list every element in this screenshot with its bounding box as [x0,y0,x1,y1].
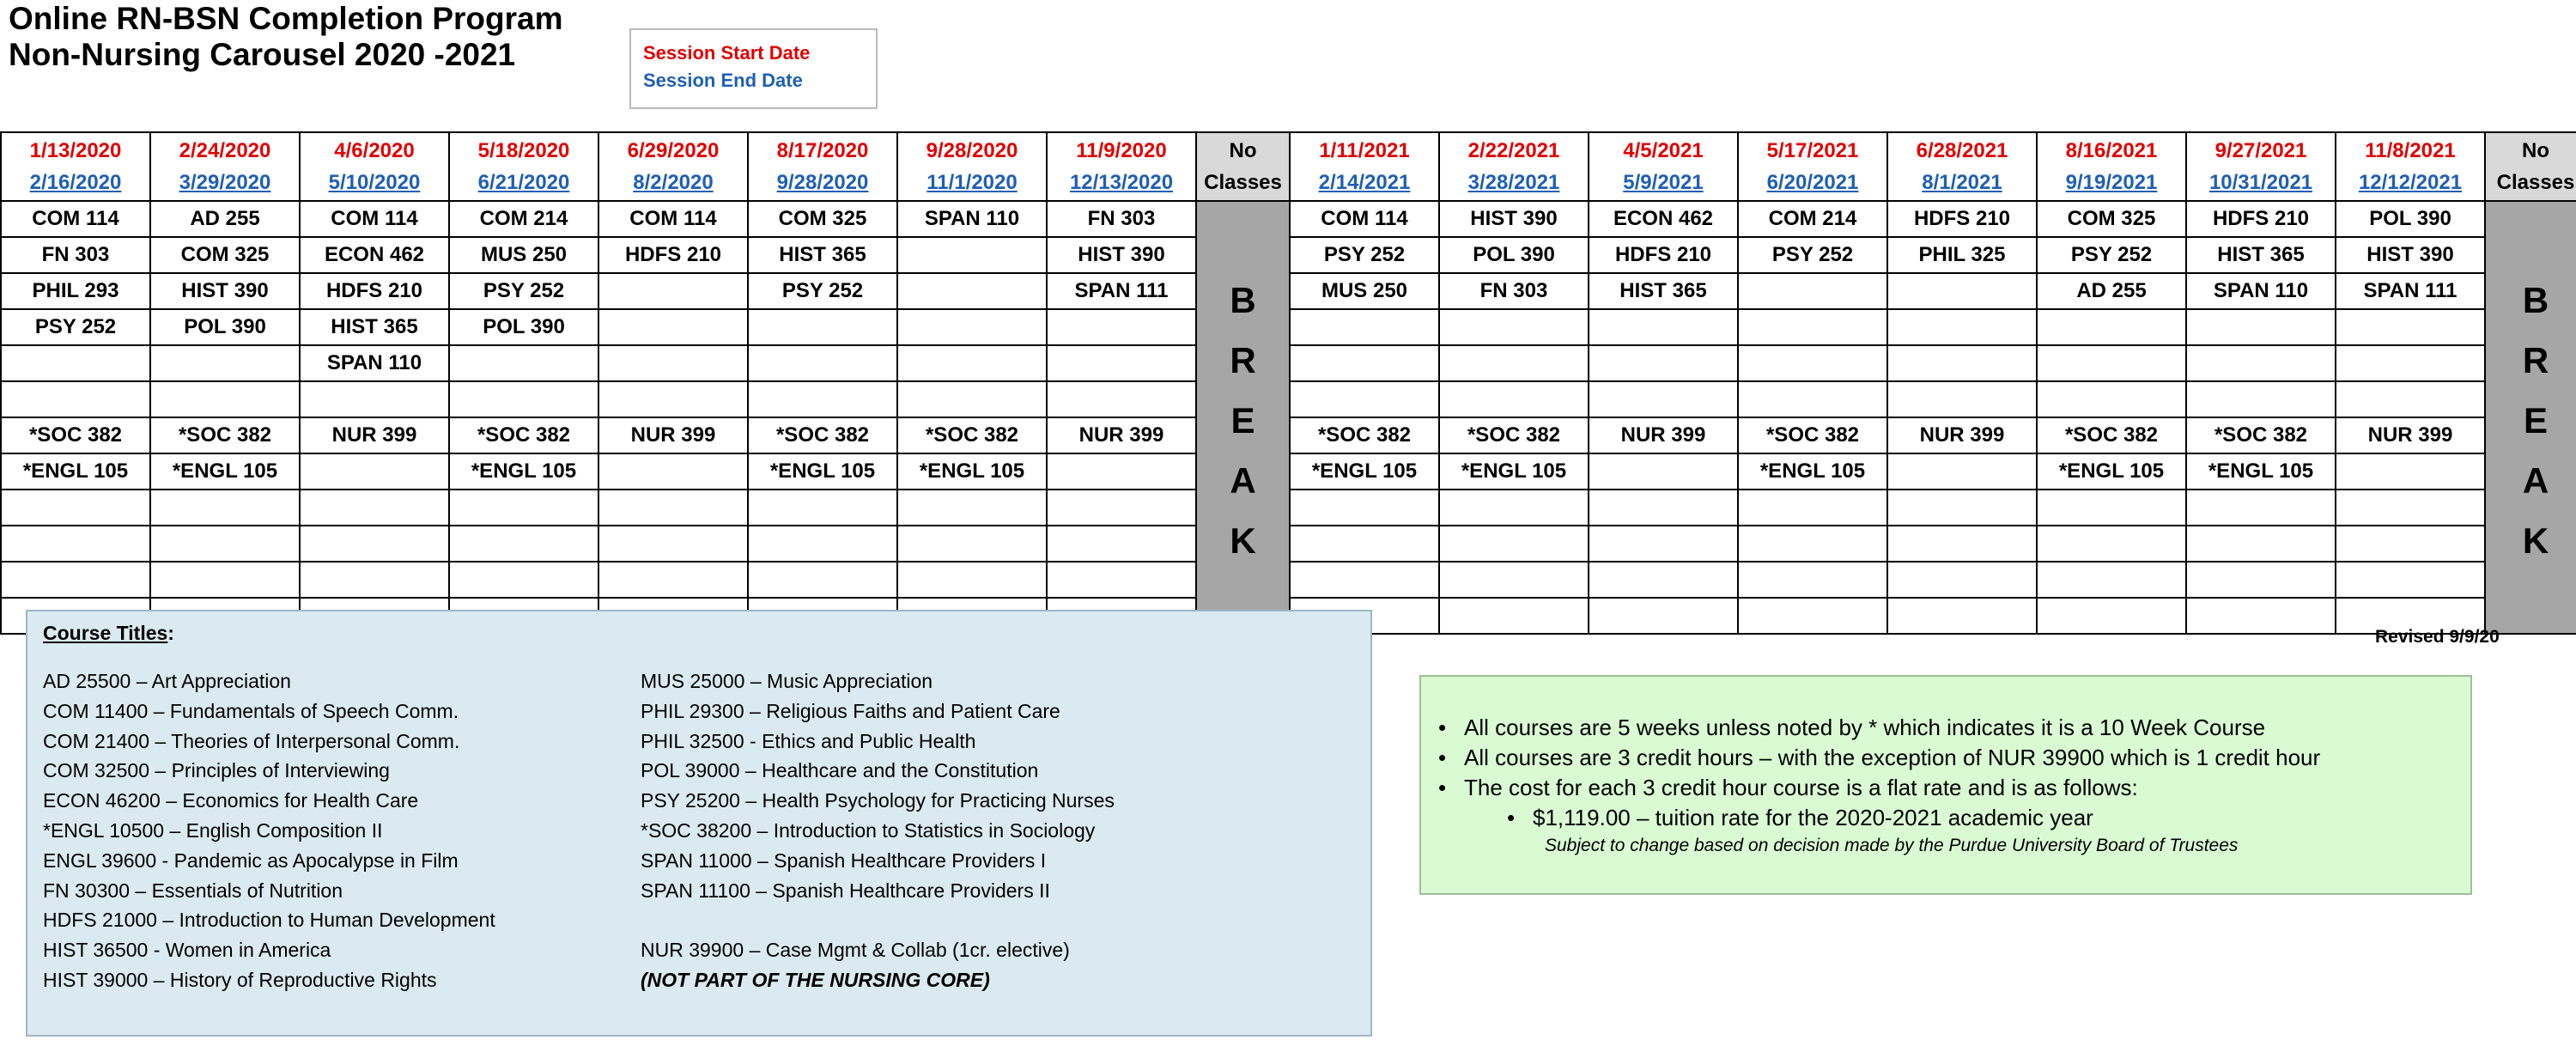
course-cell [598,345,748,381]
course-cell: SPAN 110 [300,345,449,381]
course-cell [1887,345,2037,381]
course-cell [2186,345,2336,381]
session-header [748,132,897,201]
session-header [1047,132,1196,201]
session-start-date: 5/17/2021 [1766,139,1859,162]
course-title: ECON 46200 – Economics for Health Care [43,789,419,812]
course-cell: FN 303 [1047,201,1196,237]
break-letter: K [1230,520,1256,561]
session-end-date: 8/2/2020 [633,171,714,194]
course-cell: *ENGL 105 [150,453,300,490]
course-cell [300,526,449,562]
break-letter: B [1230,280,1256,320]
course-cell [598,309,748,345]
course-cell: *ENGL 105 [449,453,598,490]
course-cell: SPAN 110 [897,201,1047,237]
course-title: COM 11400 – Fundamentals of Speech Comm. [43,699,459,722]
course-cell [1589,598,1738,634]
course-cell [1,562,150,598]
legend-start-date: Session Start Date [643,42,811,64]
session-header [1887,132,2037,201]
course-title: PHIL 29300 – Religious Faiths and Patient Care [641,699,1060,722]
session-header [1589,132,1738,201]
course-cell [2336,562,2485,598]
course-cell [1439,309,1589,345]
course-cell: NUR 399 [1887,417,2037,453]
course-cell [1047,381,1196,417]
course-cell [2336,526,2485,562]
spacer [641,905,1115,935]
course-cell [150,562,300,598]
course-cell [2037,309,2186,345]
course-cell [1,381,150,417]
session-start-date: 1/13/2020 [29,139,122,162]
course-cell [1738,345,1887,381]
course-cell [2037,526,2186,562]
course-cell [1290,562,1439,598]
course-cell [1887,273,2037,309]
course-title: SPAN 11000 – Spanish Healthcare Providers I [641,848,1047,872]
course-title: ENGL 39600 - Pandemic as Apocalypse in Film [43,848,459,872]
course-cell: *SOC 382 [150,417,300,453]
session-header [1290,132,1439,201]
course-title: HDFS 21000 – Introduction to Human Development [43,909,495,932]
course-cell: COM 214 [1738,201,1887,237]
break-letter: A [2522,460,2549,501]
course-title: FN 30300 – Essentials of Nutrition [43,879,343,902]
course-cell: HIST 390 [1439,201,1589,237]
note-disclaimer: Subject to change based on decision made by the Purdue University Board of Trustees [1545,836,2239,855]
session-end-date: 6/20/2021 [1766,171,1859,194]
course-cell [748,562,897,598]
course-cell [1887,309,2037,345]
course-cell: NUR 399 [1047,417,1196,453]
session-start-date: 1/11/2021 [1319,139,1410,162]
session-header [150,132,300,201]
course-cell [897,490,1047,526]
course-cell [1589,526,1738,562]
session-end-date: 10/31/2021 [2208,171,2313,194]
course-title: PHIL 32500 - Ethics and Public Health [641,729,976,752]
course-cell: HIST 365 [2186,237,2336,273]
break-letter: A [1230,460,1256,501]
course-cell [449,381,598,417]
no-classes-header: No Classes [2485,132,2576,201]
break-letter: E [1230,400,1255,441]
course-cell: *SOC 382 [2186,417,2336,453]
course-cell [598,490,748,526]
course-title: COM 32500 – Principles of Interviewing [43,759,390,782]
course-titles-column-1 [43,666,495,995]
course-cell: PSY 252 [449,273,598,309]
session-start-date: 6/28/2021 [1916,139,2008,162]
course-titles-heading: Course Titles: [43,622,174,644]
course-cell [748,345,897,381]
course-cell: *SOC 382 [2037,417,2186,453]
course-cell: POL 390 [2336,201,2485,237]
course-cell [748,309,897,345]
course-cell [1887,526,2037,562]
course-cell: *ENGL 105 [897,453,1047,490]
course-cell [1290,309,1439,345]
course-cell: *SOC 382 [449,417,598,453]
session-start-date: 8/16/2021 [2065,139,2158,162]
course-cell [1439,562,1589,598]
break-letter: E [2523,400,2548,441]
course-cell [1047,309,1196,345]
course-cell [2186,598,2336,634]
course-cell: HIST 390 [1047,237,1196,273]
break-letter: R [1230,340,1256,380]
session-end-date: 12/12/2021 [2358,171,2463,194]
course-cell [1047,453,1196,490]
course-cell [1887,598,2037,634]
session-header [2186,132,2336,201]
course-cell [449,526,598,562]
course-cell [1439,526,1589,562]
course-cell [1589,453,1738,490]
course-cell: *ENGL 105 [1290,453,1439,490]
course-titles-panel [26,610,1372,1037]
session-end-date: 6/21/2020 [477,171,570,194]
course-cell: POL 390 [1439,237,1589,273]
course-cell: HIST 365 [748,237,897,273]
course-cell [300,453,449,490]
course-cell: PSY 252 [1738,237,1887,273]
course-cell [1439,490,1589,526]
course-title: SPAN 11100 – Spanish Healthcare Providers II [641,879,1050,902]
course-cell: NUR 399 [300,417,449,453]
session-header [1,132,150,201]
course-cell: *SOC 382 [897,417,1047,453]
course-cell [1738,309,1887,345]
revised-date: Revised 9/9/20 [2375,627,2500,647]
course-cell [1290,381,1439,417]
course-cell: PHIL 293 [1,273,150,309]
session-start-date: 4/5/2021 [1623,139,1704,162]
note-tuition: • $1,119.00 – tuition rate for the 2020-2021 academic year [1438,803,2320,833]
course-cell: FN 303 [1,237,150,273]
course-cell [1887,381,2037,417]
course-cell: *ENGL 105 [1439,453,1589,490]
course-cell: COM 325 [150,237,300,273]
course-cell [2186,309,2336,345]
course-cell [1738,598,1887,634]
course-cell [897,309,1047,345]
course-cell [1887,453,2037,490]
session-header [897,132,1047,201]
course-cell [598,273,748,309]
course-cell: FN 303 [1439,273,1589,309]
course-cell: HIST 390 [2336,237,2485,273]
course-cell [748,490,897,526]
course-cell [1,490,150,526]
course-cell [2186,490,2336,526]
course-cell [1290,526,1439,562]
break-column [2485,201,2576,634]
course-cell: PSY 252 [748,273,897,309]
course-cell [2037,562,2186,598]
course-cell: POL 390 [150,309,300,345]
course-cell: PHIL 325 [1887,237,2037,273]
course-cell: *ENGL 105 [748,453,897,490]
course-title: HIST 39000 – History of Reproductive Rights [43,968,437,991]
course-cell: HDFS 210 [598,237,748,273]
course-cell [748,381,897,417]
course-cell: HIST 365 [300,309,449,345]
note-cost: • The cost for each 3 credit hour course is a flat rate and is as follows: [1438,773,2320,803]
course-cell [2186,562,2336,598]
session-end-date: 3/29/2020 [179,171,271,194]
course-cell [1290,490,1439,526]
course-notes-panel [1419,675,2472,895]
course-cell [1589,562,1738,598]
course-cell: NUR 399 [2336,417,2485,453]
course-cell [897,562,1047,598]
note-credit-hours: • All courses are 3 credit hours – with the exception of NUR 39900 which is 1 credit hour [1438,743,2320,773]
course-cell [1738,490,1887,526]
session-start-date: 9/28/2020 [926,139,1018,162]
course-cell [598,562,748,598]
legend-end-date: Session End Date [643,70,803,91]
course-cell: COM 214 [449,201,598,237]
course-cell: HDFS 210 [300,273,449,309]
course-cell: COM 114 [598,201,748,237]
session-end-date: 2/16/2020 [29,171,122,194]
course-cell: HIST 390 [150,273,300,309]
course-title: PSY 25200 – Health Psychology for Practicing Nurses [641,789,1115,812]
session-end-date: 8/1/2021 [1922,171,2002,194]
course-cell [449,490,598,526]
course-cell: SPAN 110 [2186,273,2336,309]
session-end-date: 5/10/2020 [328,171,421,194]
course-cell: PSY 252 [1,309,150,345]
course-cell [2336,345,2485,381]
course-cell: PSY 252 [2037,237,2186,273]
course-cell: COM 325 [2037,201,2186,237]
course-cell [1047,526,1196,562]
session-end-date: 9/19/2021 [2065,171,2158,194]
course-cell: COM 114 [300,201,449,237]
course-cell [1589,490,1738,526]
session-header [2336,132,2485,201]
course-cell [2037,490,2186,526]
course-title: COM 21400 – Theories of Interpersonal Comm. [43,729,460,752]
course-cell [300,562,449,598]
course-cell [150,381,300,417]
session-header [1738,132,1887,201]
course-cell [2336,381,2485,417]
course-cell [2336,453,2485,490]
course-titles-column-2 [641,666,1115,995]
course-cell [1738,526,1887,562]
course-cell: ECON 462 [1589,201,1738,237]
course-cell [300,490,449,526]
course-cell: *ENGL 105 [2186,453,2336,490]
break-letter: K [2522,520,2549,561]
course-cell: NUR 399 [598,417,748,453]
course-title: AD 25500 – Art Appreciation [43,670,291,692]
session-end-date: 12/13/2020 [1069,171,1174,194]
course-cell [1738,562,1887,598]
note-duration: • All courses are 5 weeks unless noted by * which indicates it is a 10 Week Course [1438,713,2320,743]
course-cell [897,381,1047,417]
course-cell [1,345,150,381]
course-title: HIST 36500 - Women in America [43,939,331,962]
course-cell [2186,526,2336,562]
course-cell: *ENGL 105 [1738,453,1887,490]
no-classes-header: No Classes [1196,132,1290,201]
course-title-nur: NUR 39900 – Case Mgmt & Collab (1cr. elective) [641,939,1070,962]
session-start-date: 6/29/2020 [627,139,720,162]
course-cell: COM 114 [1,201,150,237]
course-cell: AD 255 [2037,273,2186,309]
session-header [1439,132,1589,201]
course-cell [1589,381,1738,417]
course-cell [1047,490,1196,526]
course-schedule-table [0,131,2576,635]
break-letter: R [2522,340,2549,380]
session-end-date: 11/1/2020 [927,171,1018,194]
session-start-date: 2/22/2021 [1467,139,1560,162]
course-cell: *SOC 382 [1439,417,1589,453]
session-end-date: 9/28/2020 [776,171,869,194]
course-cell [2037,381,2186,417]
page-title: Online RN-BSN Completion Program [9,1,563,36]
course-title: POL 39000 – Healthcare and the Constitution [641,759,1039,782]
course-cell: *ENGL 105 [1,453,150,490]
course-cell [598,453,748,490]
course-cell: SPAN 111 [2336,273,2485,309]
session-start-date: 5/18/2020 [477,139,570,162]
session-end-date: 3/28/2021 [1467,171,1560,194]
course-cell [598,381,748,417]
course-cell [1439,598,1589,634]
course-cell [598,526,748,562]
course-cell: NUR 399 [1589,417,1738,453]
course-cell [300,381,449,417]
course-cell [2186,381,2336,417]
course-title: *ENGL 10500 – English Composition II [43,818,383,842]
session-header [598,132,748,201]
course-cell [1439,345,1589,381]
course-cell [150,490,300,526]
course-cell: HIST 365 [1589,273,1738,309]
session-start-date: 9/27/2021 [2215,139,2307,162]
course-title: MUS 25000 – Music Appreciation [641,670,933,692]
course-cell [1439,381,1589,417]
course-cell [449,562,598,598]
course-cell [150,526,300,562]
course-title: *SOC 38200 – Introduction to Statistics in Sociology [641,818,1096,842]
session-header [449,132,598,201]
course-cell: POL 390 [449,309,598,345]
course-cell: MUS 250 [1290,273,1439,309]
course-cell [2037,345,2186,381]
course-cell: *SOC 382 [1290,417,1439,453]
course-cell: AD 255 [150,201,300,237]
course-cell: COM 325 [748,201,897,237]
course-cell: ECON 462 [300,237,449,273]
course-cell [897,273,1047,309]
break-column [1196,201,1290,634]
course-cell: PSY 252 [1290,237,1439,273]
break-letter: B [2522,280,2549,320]
course-cell [1738,273,1887,309]
course-cell [748,526,897,562]
course-cell [150,345,300,381]
course-cell: *SOC 382 [1,417,150,453]
course-cell: HDFS 210 [1589,237,1738,273]
session-start-date: 11/9/2020 [1076,139,1167,162]
course-cell [2336,490,2485,526]
course-cell: SPAN 111 [1047,273,1196,309]
course-cell [1047,562,1196,598]
course-cell [1,526,150,562]
course-cell [897,526,1047,562]
course-cell: *SOC 382 [748,417,897,453]
session-start-date: 4/6/2020 [334,139,415,162]
course-cell [1738,381,1887,417]
session-end-date: 5/9/2021 [1623,171,1704,194]
course-cell [2336,309,2485,345]
session-header [2037,132,2186,201]
course-cell [2037,598,2186,634]
course-cell [1887,562,2037,598]
session-start-date: 11/8/2021 [2365,139,2456,162]
course-cell [449,345,598,381]
course-cell: COM 114 [1290,201,1439,237]
course-cell [1290,345,1439,381]
course-cell [1589,309,1738,345]
session-start-date: 2/24/2020 [179,139,271,162]
course-cell [897,237,1047,273]
course-cell [1887,490,2037,526]
nursing-core-note: (NOT PART OF THE NURSING CORE) [641,968,990,991]
date-legend [629,28,878,109]
course-cell [1047,345,1196,381]
session-header [300,132,449,201]
page-subtitle: Non-Nursing Carousel 2020 -2021 [9,37,516,72]
session-end-date: 2/14/2021 [1318,171,1411,194]
course-cell: *ENGL 105 [2037,453,2186,490]
course-cell: HDFS 210 [1887,201,2037,237]
course-cell: HDFS 210 [2186,201,2336,237]
course-cell [1589,345,1738,381]
course-cell: *SOC 382 [1738,417,1887,453]
session-start-date: 8/17/2020 [776,139,869,162]
course-cell: MUS 250 [449,237,598,273]
course-cell [897,345,1047,381]
